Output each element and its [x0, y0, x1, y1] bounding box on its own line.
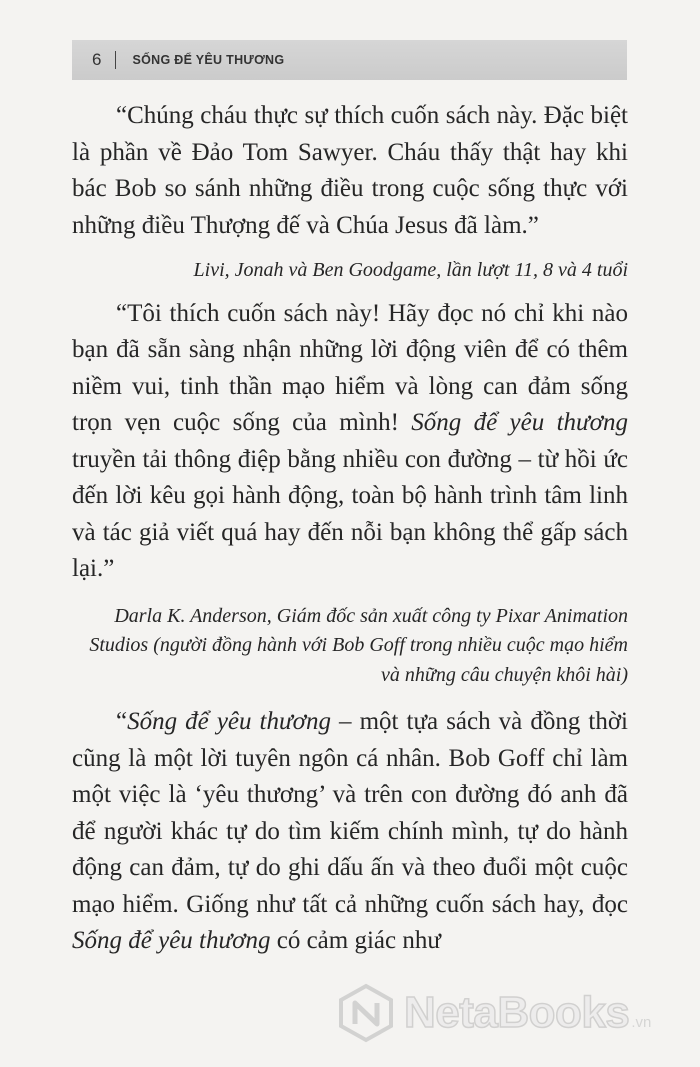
quote-3-book-title-2: Sống để yêu thương [72, 927, 271, 954]
running-header [72, 40, 627, 80]
quote-3-text-a: – một tựa sách và đồng thời cũng là một lời tuyên ngôn cá nhân. Bob Goff chỉ làm một việc là ‘yêu thương’ và trên con đường đó anh đã để người khác tự do tìm kiếm chính mình, tự do hành động can đảm, tự do ghi dấu ấn và theo đuổi một cuộc mạo hiểm. Giống như tất cả những cuốn sách hay, đọc [72, 708, 628, 918]
watermark-domain: .vn [631, 1013, 652, 1031]
watermark [336, 978, 696, 1048]
testimonial-quote-2 [72, 296, 628, 588]
header-separator [115, 51, 116, 69]
quote-3-open-mark: “ [116, 708, 128, 735]
testimonial-attribution-1: Livi, Jonah và Ben Goodgame, lần lượt 11, 8 và 4 tuổi [193, 259, 628, 281]
quote-3-text-b: có cảm giác như [270, 927, 441, 954]
page-body [72, 98, 628, 960]
quote-2-book-title: Sống để yêu thương [411, 409, 628, 436]
quote-2-text-a: “Tôi thích cuốn sách này! Hãy đọc nó chỉ khi nào bạn đã sẵn sàng nhận những lời động viên để có thêm niềm vui, tinh thần mạo hiểm và lòng can đảm sống trọn vẹn cuộc sống của mình! [72, 299, 628, 436]
testimonial-quote-3 [72, 704, 628, 960]
testimonial-quote-1: “Chúng cháu thực sự thích cuốn sách này. Đặc biệt là phần về Đảo Tom Sawyer. Cháu thấy thật hay khi bác Bob so sánh những điều trong cuộc sống thực với những điều Thượng đế và Chúa Jesus đã làm.” [72, 102, 628, 239]
page-number: 6 [92, 50, 102, 69]
watermark-brand: NetaBooks [404, 988, 630, 1037]
quote-2-text-b: truyền tải thông điệp bằng nhiều con đường – từ hồi ức đến lời kêu gọi hành động, toàn bộ hành trình tâm linh và tác giả viết quá hay đến nỗi bạn không thể gấp sách lại.” [72, 445, 628, 582]
netabooks-logo-icon [336, 983, 396, 1043]
book-title: SỐNG ĐỂ YÊU THƯƠNG [132, 53, 285, 67]
quote-3-book-title: Sống để yêu thương [127, 708, 331, 735]
testimonial-attribution-2: Darla K. Anderson, Giám đốc sản xuất công ty Pixar Animation Studios (người đồng hành với Bob Goff trong nhiều cuộc mạo hiểm và những câu chuyện khôi hài) [89, 604, 628, 686]
